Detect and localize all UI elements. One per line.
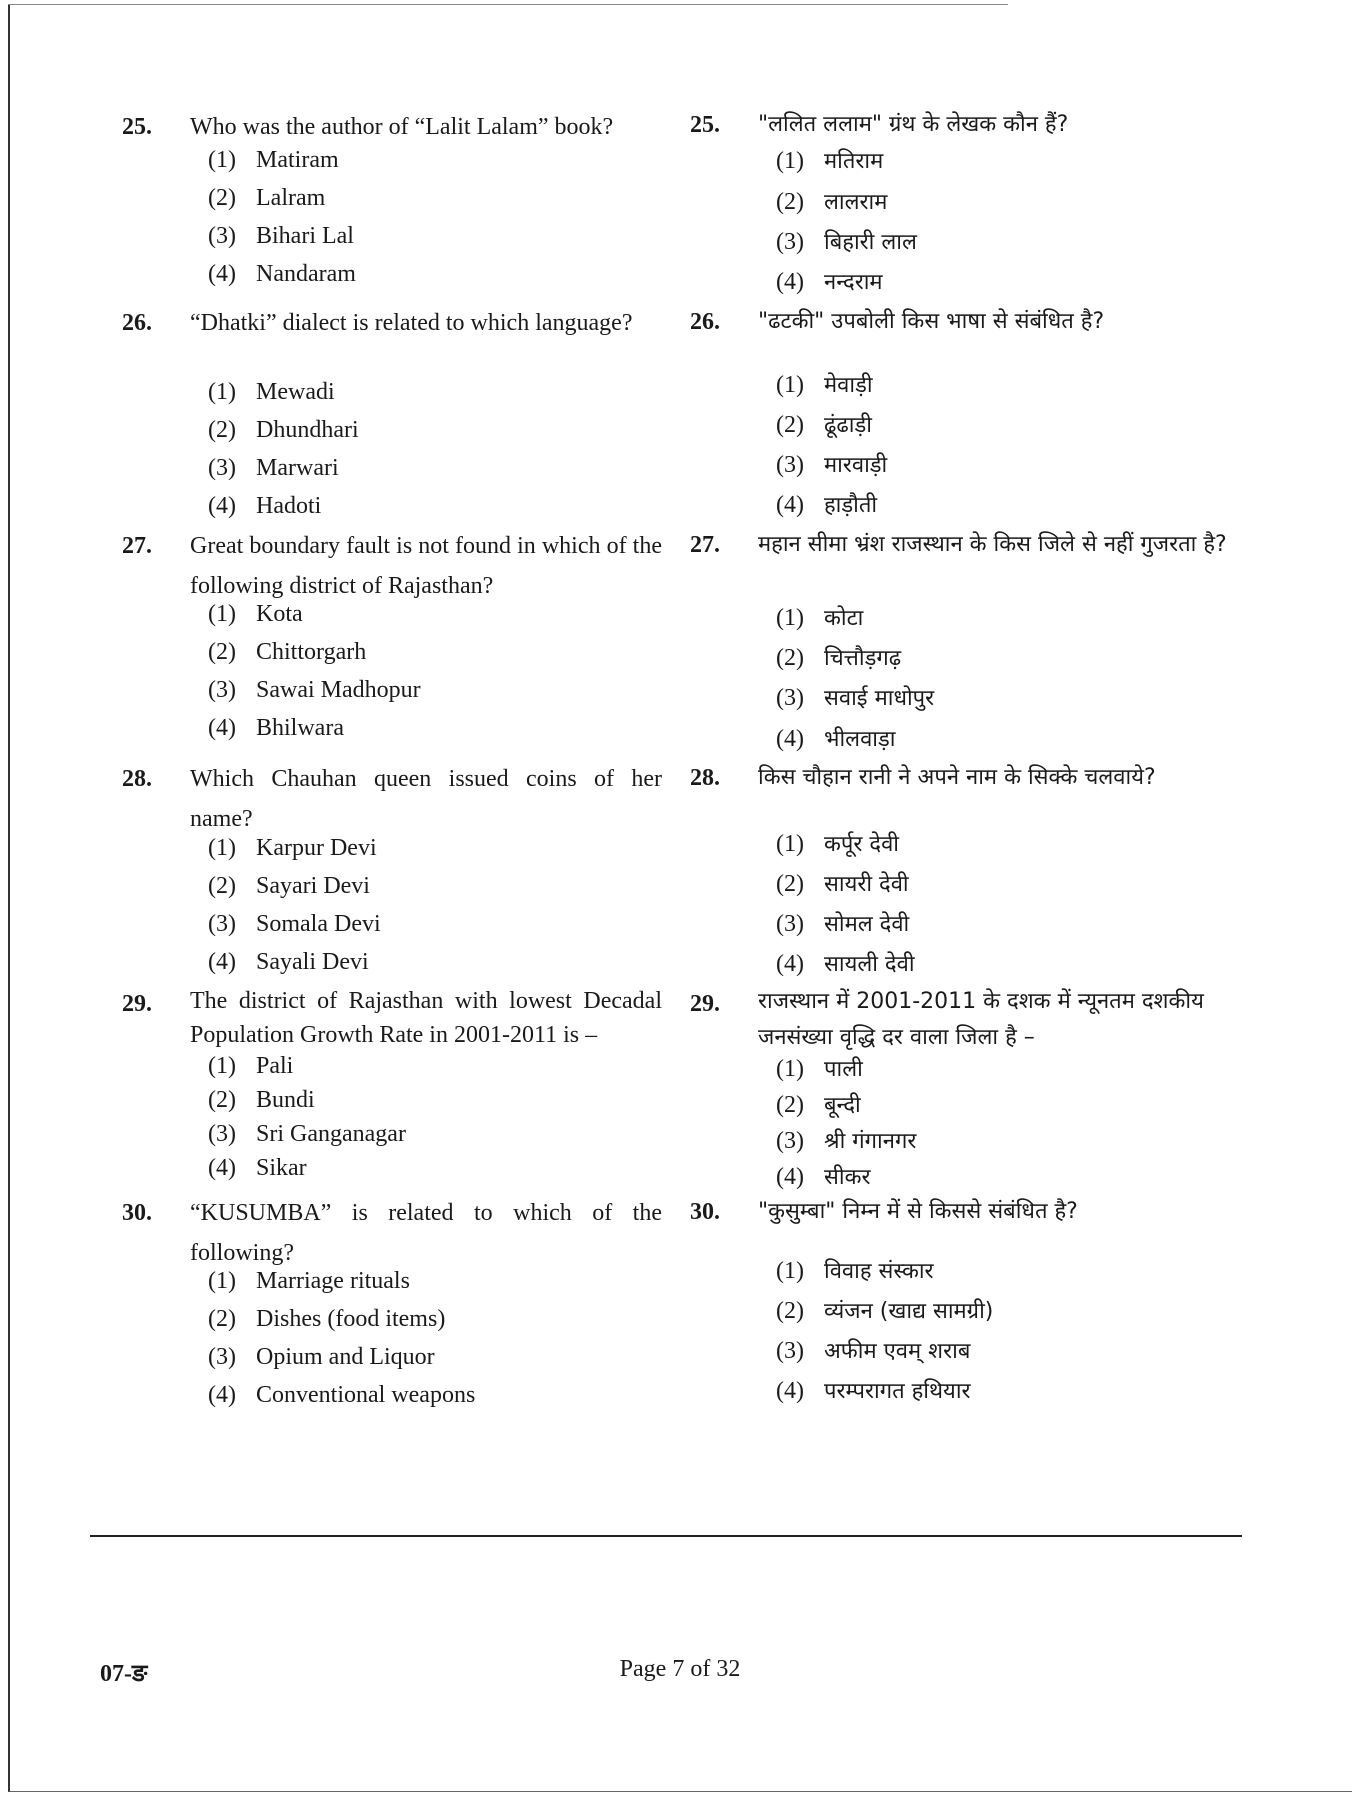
option-1 — [208, 1263, 410, 1299]
option-1 — [776, 1253, 934, 1290]
option-number: (4) — [776, 1378, 804, 1404]
option-number: (1) — [208, 379, 236, 405]
option-number: (2) — [208, 185, 236, 211]
option-1 — [776, 600, 863, 637]
option-text: ढूंढाड़ी — [824, 413, 872, 438]
option-3 — [208, 450, 339, 486]
option-text: बून्दी — [824, 1093, 861, 1118]
option-number: (3) — [208, 455, 236, 481]
option-text: बिहारी लाल — [824, 230, 917, 255]
option-text: मेवाड़ी — [824, 373, 873, 398]
option-4 — [208, 1150, 307, 1186]
option-text: पाली — [824, 1057, 863, 1082]
option-4 — [776, 1159, 870, 1196]
question-text: "ढटकी" उपबोली किस भाषा से संबंधित है? — [758, 309, 1105, 334]
option-2 — [776, 407, 872, 444]
option-number: (3) — [776, 1338, 804, 1364]
option-1 — [776, 367, 873, 404]
booklet-code: 07-ङ — [100, 1661, 148, 1687]
option-1 — [208, 1048, 293, 1084]
option-number: (2) — [776, 189, 804, 215]
option-2 — [208, 412, 359, 448]
question-text: "ललित ललाम" ग्रंथ के लेखक कौन हैं? — [758, 112, 1069, 137]
option-4 — [208, 1377, 475, 1413]
option-text: सायरी देवी — [824, 872, 909, 897]
option-3 — [776, 1123, 916, 1160]
question-text: राजस्थान में 2001-2011 के दशक में न्यूनतम दशकीय जनसंख्या वृद्धि दर वाला जिला है – — [758, 989, 1204, 1050]
option-3 — [776, 1333, 970, 1370]
option-2 — [208, 868, 370, 904]
option-text: कोटा — [824, 606, 864, 631]
question-text: किस चौहान रानी ने अपने नाम के सिक्के चलवाये? — [758, 765, 1156, 790]
option-number: (2) — [208, 639, 236, 665]
option-text: Bhilwara — [256, 715, 344, 741]
option-text: परम्परागत हथियार — [824, 1379, 971, 1404]
option-number: (4) — [208, 1155, 236, 1181]
option-number: (3) — [776, 685, 804, 711]
option-2 — [208, 1082, 315, 1118]
option-number: (3) — [208, 911, 236, 937]
option-4 — [208, 256, 356, 292]
option-number: (2) — [776, 412, 804, 438]
option-number: (1) — [208, 1053, 236, 1079]
option-text: श्री गंगानगर — [824, 1129, 917, 1154]
option-text: Sri Ganganagar — [256, 1121, 406, 1147]
option-text: नन्दराम — [824, 270, 883, 295]
option-4 — [208, 488, 321, 524]
option-text: Chittorgarh — [256, 639, 367, 665]
option-text: भीलवाड़ा — [824, 727, 896, 752]
option-4 — [776, 721, 895, 758]
option-text: Somala Devi — [256, 911, 381, 937]
question-text: The district of Rajasthan with lowest Decadal Population Growth Rate in 2001-2011 is – — [190, 988, 662, 1048]
option-number: (2) — [776, 1092, 804, 1118]
option-2 — [776, 184, 887, 221]
option-number: (3) — [776, 1128, 804, 1154]
option-3 — [776, 224, 917, 261]
option-text: Nandaram — [256, 261, 356, 287]
option-number: (3) — [776, 229, 804, 255]
option-2 — [776, 640, 901, 677]
option-number: (3) — [208, 677, 236, 703]
question-number: 25. — [122, 114, 152, 140]
option-3 — [208, 1339, 435, 1375]
option-number: (1) — [776, 605, 804, 631]
option-number: (4) — [776, 951, 804, 977]
option-1 — [776, 143, 883, 180]
option-text: Mewadi — [256, 379, 335, 405]
top-rule — [8, 4, 1008, 5]
option-text: कर्पूर देवी — [824, 832, 899, 857]
question-number: 28. — [690, 765, 720, 791]
option-number: (2) — [208, 873, 236, 899]
option-number: (3) — [776, 911, 804, 937]
option-number: (1) — [776, 148, 804, 174]
option-2 — [208, 180, 325, 216]
option-4 — [776, 487, 877, 524]
option-text: मतिराम — [824, 149, 884, 174]
question-number: 25. — [690, 112, 720, 138]
option-text: Bundi — [256, 1087, 315, 1113]
option-3 — [208, 1116, 406, 1152]
option-text: Dhundhari — [256, 417, 359, 443]
option-text: Sawai Madhopur — [256, 677, 421, 703]
option-text: हाड़ौती — [824, 493, 878, 518]
option-text: Sayari Devi — [256, 873, 370, 899]
option-text: Karpur Devi — [256, 835, 377, 861]
option-text: व्यंजन (खाद्य सामग्री) — [824, 1299, 994, 1324]
option-text: Sikar — [256, 1155, 307, 1181]
question-number: 26. — [690, 309, 720, 335]
option-2 — [776, 866, 909, 903]
option-4 — [776, 946, 915, 983]
option-text: Opium and Liquor — [256, 1344, 435, 1370]
question-text: Great boundary fault is not found in which of the following district of Rajasthan? — [190, 533, 662, 599]
option-1 — [208, 830, 377, 866]
question-text: महान सीमा भ्रंश राजस्थान के किस जिले से नहीं गुजरता है? — [758, 532, 1227, 557]
option-number: (4) — [208, 493, 236, 519]
option-text: Kota — [256, 601, 303, 627]
option-text: सायली देवी — [824, 952, 915, 977]
question-text: “KUSUMBA” is related to which of the following? — [190, 1200, 662, 1266]
option-text: सवाई माधोपुर — [824, 686, 935, 711]
option-text: मारवाड़ी — [824, 453, 888, 478]
option-number: (4) — [208, 949, 236, 975]
option-text: Sayali Devi — [256, 949, 369, 975]
option-text: Bihari Lal — [256, 223, 354, 249]
option-number: (4) — [776, 492, 804, 518]
question-number: 27. — [690, 532, 720, 558]
option-text: Conventional weapons — [256, 1382, 476, 1408]
option-text: Lalram — [256, 185, 326, 211]
option-3 — [208, 218, 354, 254]
option-number: (3) — [208, 223, 236, 249]
option-3 — [208, 672, 421, 708]
option-number: (2) — [776, 871, 804, 897]
option-text: सोमल देवी — [824, 912, 910, 937]
option-number: (3) — [208, 1121, 236, 1147]
option-number: (2) — [208, 1087, 236, 1113]
option-text: Hadoti — [256, 493, 322, 519]
question-number: 29. — [690, 991, 720, 1017]
option-1 — [208, 596, 303, 632]
option-1 — [776, 1051, 863, 1088]
option-number: (1) — [776, 1056, 804, 1082]
option-number: (4) — [776, 1164, 804, 1190]
option-3 — [208, 906, 381, 942]
question-number: 28. — [122, 766, 152, 792]
question-number: 30. — [122, 1200, 152, 1226]
option-number: (1) — [776, 1258, 804, 1284]
option-4 — [776, 264, 883, 301]
option-text: लालराम — [824, 190, 888, 215]
option-text: Dishes (food items) — [256, 1306, 446, 1332]
footer-divider — [90, 1535, 1242, 1537]
option-text: Marriage rituals — [256, 1268, 410, 1294]
option-text: Pali — [256, 1053, 294, 1079]
option-number: (4) — [208, 261, 236, 287]
question-number: 26. — [122, 310, 152, 336]
option-number: (2) — [208, 1306, 236, 1332]
option-text: Marwari — [256, 455, 339, 481]
option-number: (2) — [208, 417, 236, 443]
option-number: (1) — [208, 835, 236, 861]
option-1 — [208, 142, 339, 178]
option-3 — [776, 906, 909, 943]
option-2 — [208, 1301, 445, 1337]
option-number: (2) — [776, 1298, 804, 1324]
option-text: अफीम एवम् शराब — [824, 1339, 971, 1364]
option-2 — [776, 1293, 993, 1330]
option-text: विवाह संस्कार — [824, 1259, 934, 1284]
option-text: Matiram — [256, 147, 339, 173]
question-number: 29. — [122, 991, 152, 1017]
option-3 — [776, 680, 934, 717]
question-number: 27. — [122, 533, 152, 559]
question-text: "कुसुम्बा" निम्न में से किससे संबंधित है? — [758, 1199, 1078, 1224]
option-number: (3) — [208, 1344, 236, 1370]
option-number: (2) — [776, 645, 804, 671]
option-number: (4) — [208, 715, 236, 741]
option-2 — [208, 634, 366, 670]
option-1 — [776, 826, 899, 863]
question-text: “Dhatki” dialect is related to which language? — [190, 310, 633, 336]
option-number: (1) — [208, 601, 236, 627]
option-text: चित्तौड़गढ़ — [824, 646, 902, 671]
question-text: Who was the author of “Lalit Lalam” book? — [190, 114, 614, 140]
option-number: (1) — [776, 372, 804, 398]
option-number: (1) — [776, 831, 804, 857]
option-4 — [208, 944, 369, 980]
option-number: (1) — [208, 1268, 236, 1294]
question-number: 30. — [690, 1199, 720, 1225]
option-2 — [776, 1087, 861, 1124]
option-number: (4) — [208, 1382, 236, 1408]
page-number: Page 7 of 32 — [619, 1656, 741, 1682]
option-text: सीकर — [824, 1165, 871, 1190]
option-1 — [208, 374, 335, 410]
question-text: Which Chauhan queen issued coins of her name? — [190, 766, 662, 832]
option-4 — [776, 1373, 971, 1410]
option-4 — [208, 710, 344, 746]
option-number: (4) — [776, 269, 804, 295]
option-number: (3) — [776, 452, 804, 478]
option-number: (4) — [776, 726, 804, 752]
option-3 — [776, 447, 887, 484]
option-number: (1) — [208, 147, 236, 173]
